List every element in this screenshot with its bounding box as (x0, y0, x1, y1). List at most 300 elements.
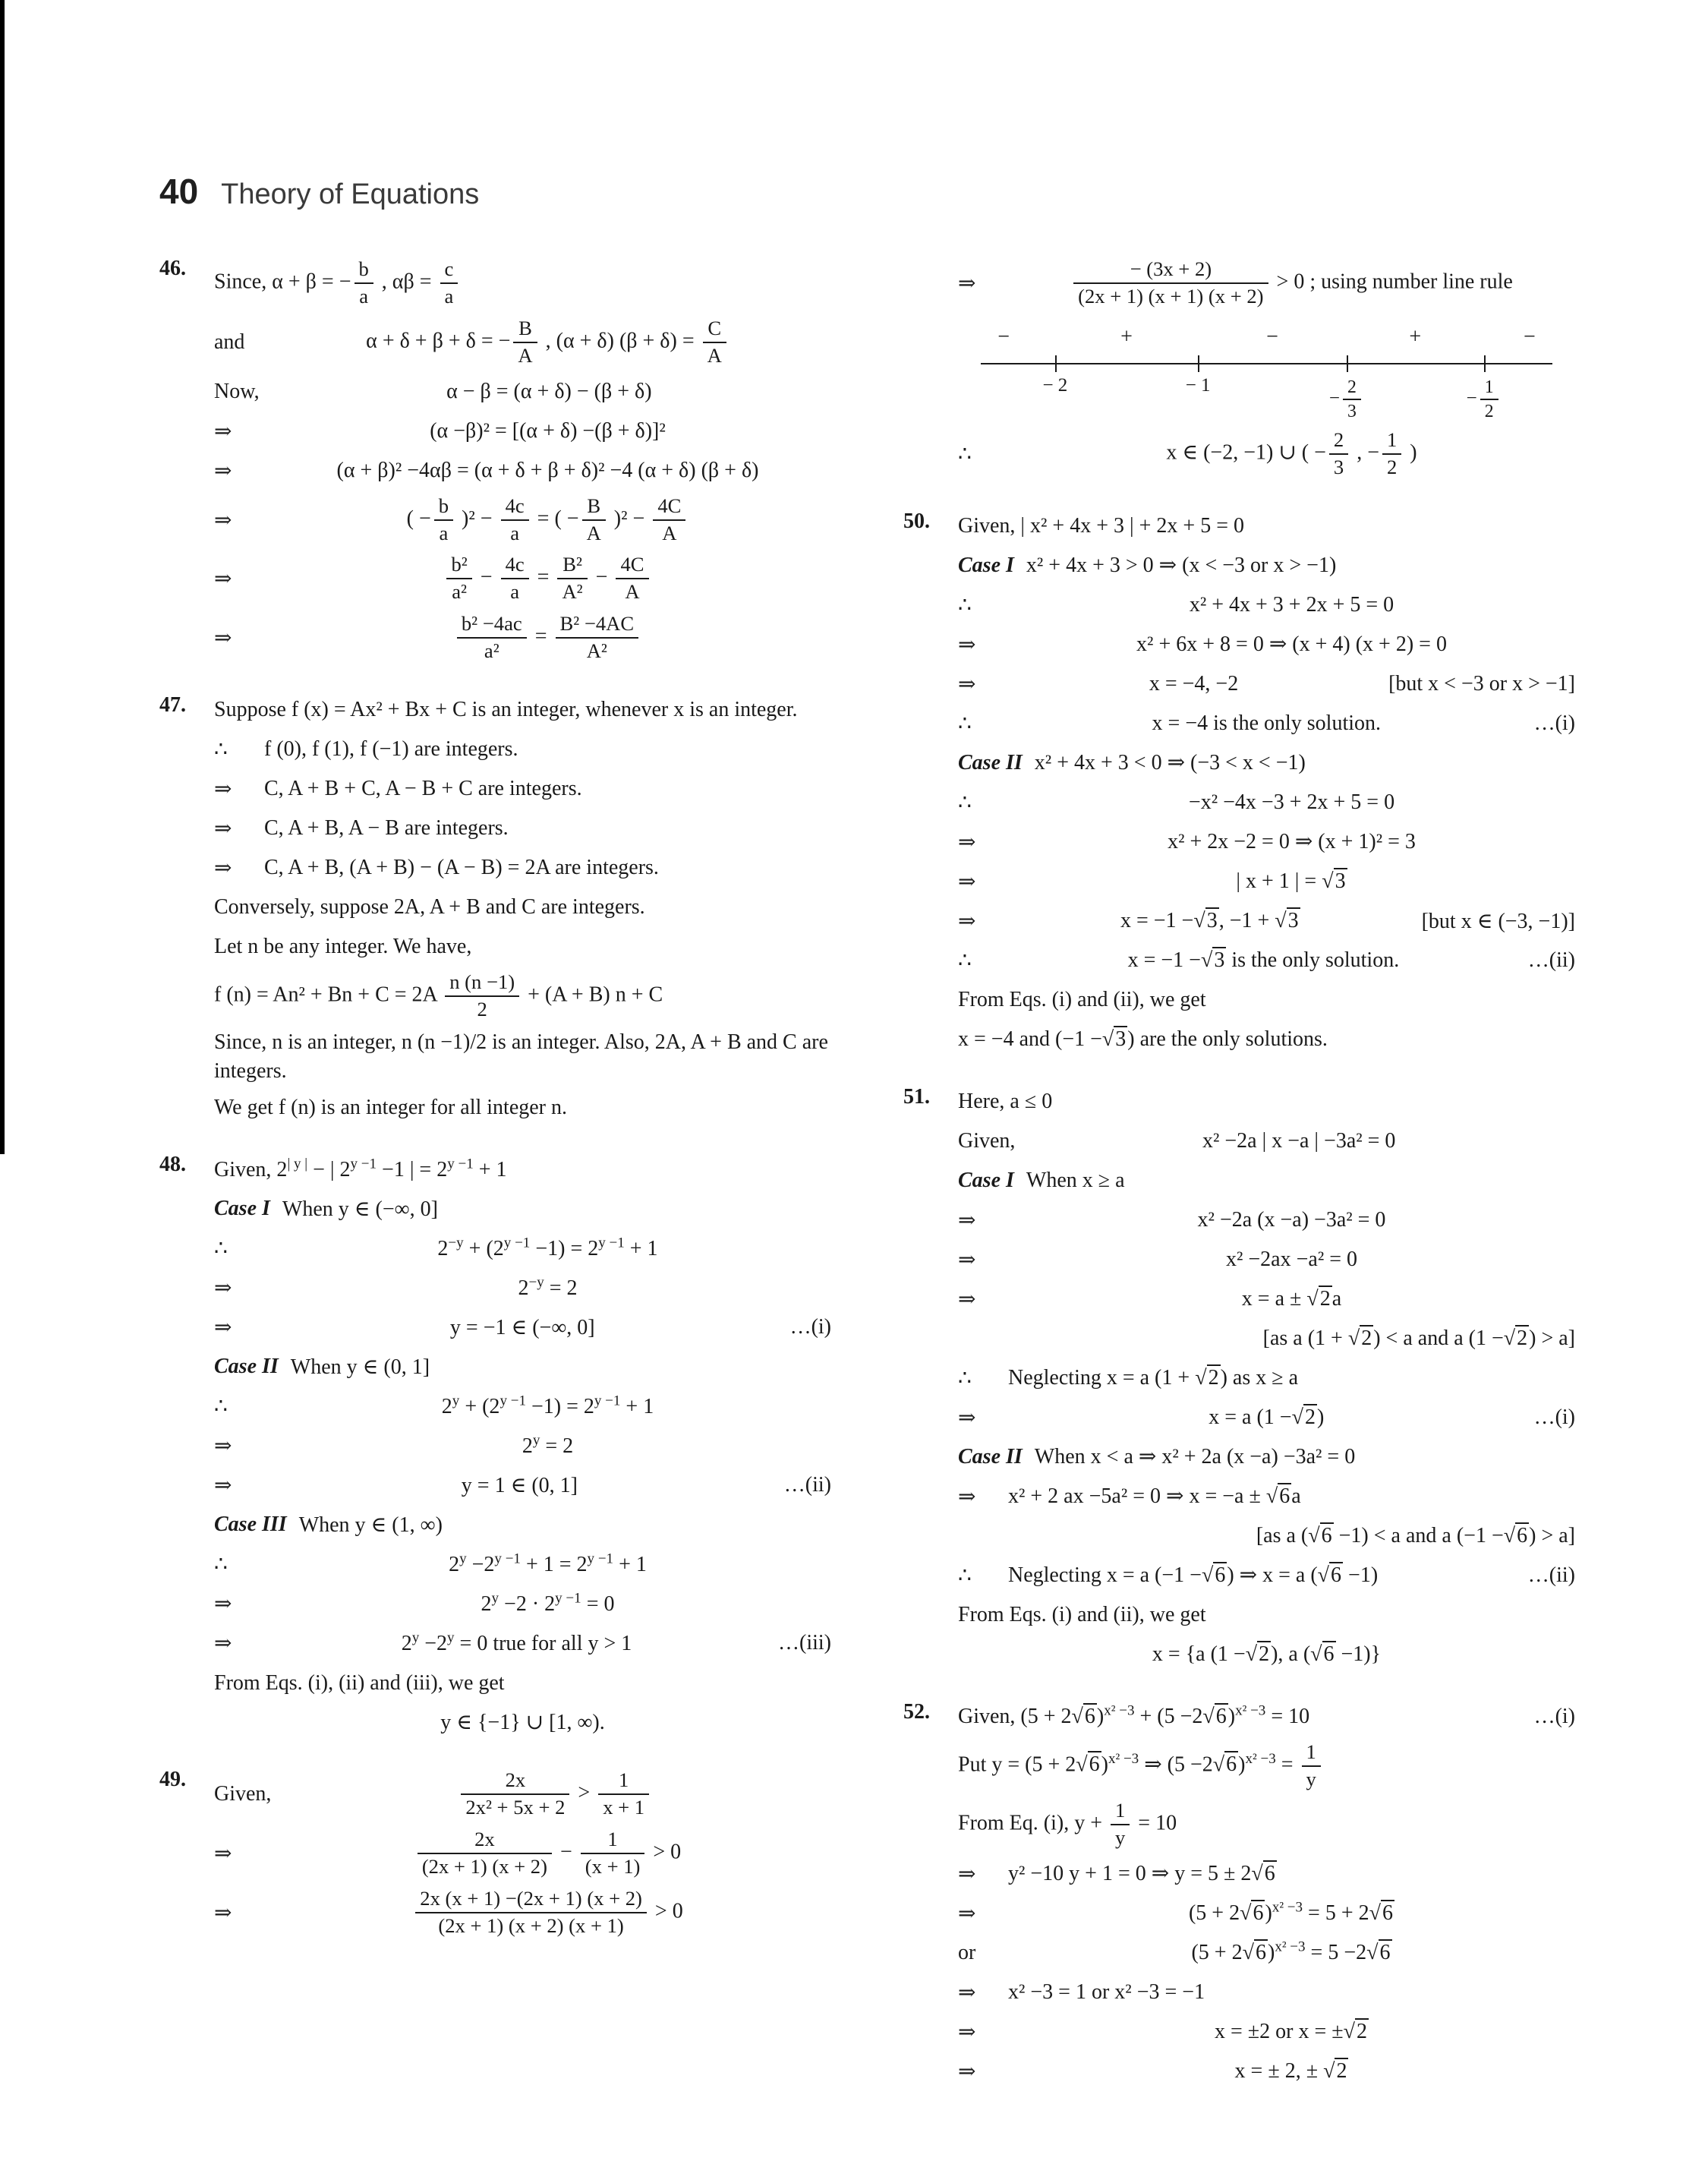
case-label: Case I (958, 553, 1014, 577)
line-note: …(ii) (1527, 948, 1575, 972)
line-text: x² + 4x + 3 > 0 ⇒ (x < −3 or x > −1) (1026, 553, 1337, 577)
solution-line (958, 1635, 1575, 1674)
line-marker: ⇒ (958, 2060, 976, 2084)
numberline-sign: + (1120, 324, 1133, 349)
solution-line (958, 1854, 1575, 1894)
line-text: x² −2a | x −a | −3a² = 0 (1202, 1128, 1396, 1153)
fraction: $\frac{\text{B² −4AC}}{\text{A²}}$ (556, 612, 639, 664)
sqrt: √6 (1310, 1642, 1335, 1666)
problem-46 (159, 254, 831, 667)
line-marker: ⇒ (958, 633, 976, 657)
line-text: y = 1 ∈ (0, 1] (461, 1473, 578, 1497)
problem-body (214, 1150, 831, 1742)
line-text: Given, $(5 + 2√6)^{x^2 -3} + (5 -2√6)^{x^2 -3} = 10$ (958, 1702, 1310, 1728)
line-marker: ⇒ (214, 419, 232, 443)
solution-line (214, 809, 831, 848)
fraction: $\frac{4c}{a}$ (501, 494, 529, 546)
line-marker: ⇒ (958, 1208, 976, 1232)
line-text: x = ±2 or x = ±√2 (1214, 2020, 1367, 2044)
line-text: Neglecting x = a (−1 −√6) ⇒ x = a (√6 −1) (1008, 1563, 1379, 1587)
solution-line (214, 1268, 831, 1308)
line-text: y ∈ {−1} ∪ [1, ∞). (440, 1710, 605, 1734)
solution-line (958, 1697, 1575, 1737)
solution-line (214, 1505, 831, 1544)
solution-line (958, 1319, 1575, 1358)
sqrt: √2 (1323, 2059, 1347, 2084)
solution-line (214, 1189, 831, 1229)
line-text: f (0), f (1), f (−1) are integers. (264, 737, 518, 762)
line-marker: ∴ (958, 442, 972, 466)
page-number: 40 (159, 172, 199, 211)
line-note: …(ii) (783, 1473, 831, 1497)
line-text: We get f (n) is an integer for all integer n. (214, 1095, 568, 1119)
line-marker: ⇒ (958, 869, 976, 894)
numberline-sign: − (1266, 324, 1278, 349)
solution-line (958, 1398, 1575, 1437)
solution-line (214, 1465, 831, 1505)
case-label: Case II (214, 1355, 279, 1379)
line-text: Put $y = (5 + 2√6)^{x^2 -3}$ ⇒ $(5 -2√6)^{x^2 -3}$ = $\frac{1}{y}$ (958, 1739, 1575, 1793)
line-marker: ⇒ (214, 1592, 232, 1617)
line-text: x = −4 and (−1 −√3) are the only solutions. (958, 1027, 1328, 1051)
line-text: y² −10 y + 1 = 0 ⇒ y = 5 ± 2√6 (1008, 1862, 1275, 1886)
solution-line (214, 1026, 831, 1088)
solution-line (958, 1595, 1575, 1635)
line-text: α − β = (α + δ) − (β + δ) (446, 379, 652, 403)
solution-line (958, 1933, 1575, 1973)
sqrt: √6 (1265, 1484, 1290, 1508)
solution-line (958, 1358, 1575, 1398)
solution-line (214, 730, 831, 769)
line-marker: ⇒ (214, 459, 232, 483)
line-marker: ⇒ (958, 1405, 976, 1430)
solution-line (958, 1161, 1575, 1200)
sqrt: √6 (1317, 1563, 1342, 1587)
fraction: $\frac{2}{3}$ (1343, 377, 1361, 423)
solution-line (214, 313, 831, 372)
line-marker: ∴ (958, 711, 972, 736)
problem-47 (159, 690, 831, 1127)
problem-48 (159, 1150, 831, 1742)
line-text: When x ≥ a (1026, 1168, 1125, 1192)
fraction: $\frac{n (n -1)}{2}$ (445, 970, 519, 1022)
fraction: $\frac{B}{A}$ (513, 317, 537, 368)
solution-line (214, 1229, 831, 1268)
solution-line (214, 1883, 831, 1942)
line-text: C, A + B, (A + B) − (A − B) = 2A are integers. (264, 856, 659, 880)
sqrt: √6 (1212, 1752, 1237, 1776)
sqrt: √6 (1503, 1523, 1528, 1547)
fraction: $\frac{4c}{a}$ (501, 553, 529, 604)
fraction: $\frac{c}{a}$ (440, 257, 459, 309)
solution-line (214, 1150, 831, 1189)
fraction: $\frac{\text{b²}}{\text{a²}}$ (446, 553, 471, 604)
solution-line (214, 1824, 831, 1883)
problem-body (214, 1765, 831, 1942)
line-text: When y ∈ (−∞, 0] (282, 1197, 438, 1221)
sqrt: √3 (1275, 908, 1299, 932)
line-text: Since, α + β = − $\frac{b}{a}$ , αβ = $\frac{c}{a}$ (214, 256, 831, 311)
solution-line (958, 1737, 1575, 1796)
sqrt: √3 (1200, 948, 1225, 972)
line-text: $\frac{2x}{\text{2x² + 5x + 2}}$ > $\frac{1}{x + 1}$ (279, 1767, 831, 1822)
line-text: $\frac{- (3x + 2)}{(2x + 1) (x + 1) (x + 2)}$ > 0 ; using number line rule (1008, 256, 1575, 311)
line-marker: ⇒ (214, 1276, 232, 1301)
sqrt: √6 (1201, 1563, 1226, 1587)
problem-body (214, 690, 831, 1127)
line-text: From Eqs. (i) and (ii), we get (958, 1602, 1206, 1626)
column-left (159, 254, 831, 1965)
problem-number: 47. (159, 693, 186, 718)
fraction: $\frac{2x (x + 1) -(2x + 1) (x + 2)}{(2x + 1) (x + 2) (x + 1)}$ (415, 1887, 647, 1939)
line-text: x = −4 is the only solution. (1152, 711, 1382, 735)
line-text: $2^{-y} = 2$ (518, 1274, 578, 1300)
line-note: …(iii) (778, 1631, 831, 1655)
line-text: x = a ± √2a (1241, 1286, 1342, 1311)
problem-body (214, 254, 831, 667)
line-marker: ⇒ (958, 909, 976, 933)
solution-line (214, 608, 831, 667)
solution-line (958, 424, 1575, 484)
line-text: C, A + B, A − B are integers. (264, 816, 509, 841)
line-text: Suppose f (x) = Ax² + Bx + C is an integer, whenever x is an integer. (214, 698, 798, 722)
solution-line (214, 491, 831, 550)
solution-line (958, 1556, 1575, 1595)
solution-line (958, 1240, 1575, 1279)
line-note: [but x < −3 or x > −1] (1388, 671, 1575, 696)
content-columns (159, 254, 1579, 2114)
line-text: x = −1 −√3 is the only solution. (1127, 948, 1400, 972)
problem-number: 50. (903, 509, 930, 533)
line-marker: and (214, 330, 245, 354)
line-text: Neglecting x = a (1 + √2) as x ≥ a (1008, 1365, 1299, 1390)
line-text: Conversely, suppose 2A, A + B and C are integers. (214, 895, 645, 920)
problem-number: 49. (159, 1768, 186, 1792)
solution-line (958, 1082, 1575, 1121)
fraction: $\frac{2}{3}$ (1329, 428, 1348, 480)
line-text: x² −2a (x −a) −3a² = 0 (1197, 1207, 1386, 1232)
solution-line (214, 254, 831, 313)
line-marker: ⇒ (214, 1632, 232, 1656)
fraction: $\frac{1}{2}$ (1382, 428, 1401, 480)
solution-line (214, 769, 831, 809)
solution-line (958, 2052, 1575, 2091)
solution-line (214, 1765, 831, 1824)
fraction: $\frac{b}{a}$ (355, 257, 373, 309)
numberline-label: − $\frac{1}{2}$ (1467, 375, 1502, 424)
solution-line (214, 1623, 831, 1663)
case-label: Case II (958, 1444, 1023, 1468)
sqrt: √3 (1101, 1027, 1127, 1051)
line-marker: ⇒ (214, 778, 232, 802)
solution-line (214, 967, 831, 1026)
line-marker: ⇒ (958, 1248, 976, 1272)
line-text: (α + β)² −4αβ = (α + δ + β + δ)² −4 (α + δ) (β + δ) (336, 458, 759, 482)
line-text: $\frac{2x}{(2x + 1) (x + 2)}$ − $\frac{1}{(x + 1)}$ > 0 (264, 1826, 831, 1881)
numberline-label: − 2 (1042, 374, 1068, 396)
problem-51 (903, 1082, 1575, 1674)
line-text: [as a (1 + √2) < a and a (1 −√2) > a] (1262, 1326, 1575, 1350)
line-marker: ⇒ (214, 856, 232, 881)
sqrt: √6 (1202, 1704, 1227, 1728)
solution-line (958, 506, 1575, 546)
fraction: $\frac{1}{y}$ (1302, 1740, 1321, 1792)
sqrt: √2 (1291, 1405, 1316, 1429)
solution-line (214, 888, 831, 927)
solution-line (958, 1279, 1575, 1319)
line-marker: ⇒ (214, 626, 232, 651)
line-text: y = −1 ∈ (−∞, 0] (449, 1315, 595, 1339)
line-text: α + δ + β + δ = − $\frac{B}{A}$ , (α + δ) (β + δ) = $\frac{C}{A}$ (264, 315, 831, 370)
line-marker: ⇒ (958, 271, 976, 295)
line-text: −x² −4x −3 + 2x + 5 = 0 (1188, 790, 1395, 814)
line-marker: ⇒ (958, 1287, 976, 1311)
line-marker: ∴ (958, 1563, 972, 1588)
line-text: From Eq. (i), y + $\frac{1}{y}$ = 10 (958, 1799, 1177, 1850)
line-text: ( − $\frac{b}{a}$ )² − $\frac{4c}{a}$ = ( − $\frac{B}{A}$ )² − $\frac{4C}{A}$ (264, 493, 831, 547)
line-marker: Given, (958, 1128, 1016, 1153)
sqrt: √3 (1193, 908, 1218, 932)
line-marker: Given, (214, 1782, 272, 1806)
sqrt: √2 (1503, 1326, 1528, 1350)
page-edge-artifact (0, 0, 5, 1154)
numberline-sign: − (1523, 324, 1536, 349)
line-text: $2^y + (2^{y -1} -1) = 2^{y -1} + 1$ (441, 1393, 654, 1418)
line-marker: ⇒ (958, 1863, 976, 1887)
number-line-figure (981, 319, 1552, 422)
line-text: $\frac{\text{b²}}{\text{a²}}$ − $\frac{4c}{a}$ = $\frac{\text{B²}}{\text{A²}}$ − $\frac{4C}{A}$ (264, 551, 831, 606)
line-marker: ⇒ (214, 567, 232, 591)
sqrt: √2 (1245, 1642, 1270, 1666)
line-marker: ⇒ (214, 508, 232, 532)
line-text: When x < a ⇒ x² + 2a (x −a) −3a² = 0 (1034, 1444, 1356, 1468)
line-note: …(i) (789, 1315, 831, 1339)
numberline-axis (981, 363, 1552, 364)
solution-line (214, 372, 831, 412)
line-text: x = a (1 −√2) (1209, 1405, 1325, 1429)
line-text: x = ± 2, ± √2 (1234, 2059, 1347, 2084)
line-note: …(ii) (1527, 1563, 1575, 1587)
problem-number: 46. (159, 257, 186, 280)
problem-number (903, 254, 958, 484)
solution-line (958, 704, 1575, 743)
solution-line (214, 1663, 831, 1702)
problem-body (958, 1697, 1575, 2092)
solution-line (958, 1516, 1575, 1556)
sqrt: √2 (1347, 1326, 1372, 1350)
solution-line (958, 254, 1575, 313)
solution-line (958, 941, 1575, 980)
page-header (159, 171, 1579, 212)
line-text: Given, $2^{| y |}$ − | $2^{y -1} -1$ | = $2^{y -1} + 1$ (214, 1156, 507, 1181)
line-text: $2^{-y} + (2^{y -1} -1) = 2^{y -1} + 1$ (437, 1235, 658, 1260)
solution-line (958, 1200, 1575, 1240)
line-note: …(i) (1533, 1704, 1575, 1728)
page-title: Theory of Equations (221, 178, 480, 210)
fraction: $\frac{B}{A}$ (582, 494, 606, 546)
solution-line (214, 1347, 831, 1386)
solution-line (958, 2012, 1575, 2052)
problem-continuation (903, 254, 1575, 484)
solution-line (958, 862, 1575, 901)
solution-line (958, 585, 1575, 625)
solution-line (214, 690, 831, 730)
line-marker: ⇒ (958, 2021, 976, 2045)
solution-line (958, 546, 1575, 585)
sqrt: √2 (1306, 1286, 1331, 1311)
line-text: x = {a (1 −√2), a (√6 −1)} (1152, 1642, 1382, 1666)
line-text: From Eqs. (i) and (ii), we get (958, 987, 1206, 1011)
solution-line (958, 625, 1575, 664)
solution-line (214, 1702, 831, 1742)
line-text: x² −3 = 1 or x² −3 = −1 (1008, 1980, 1205, 2005)
line-text: C, A + B + C, A − B + C are integers. (264, 777, 582, 801)
line-marker: ⇒ (214, 1901, 232, 1925)
solution-line (214, 451, 831, 491)
line-text: (α −β)² = [(α + δ) −(β + δ)]² (430, 418, 666, 443)
problem-50 (903, 506, 1575, 1059)
problem-number: 51. (903, 1084, 930, 1109)
fraction: $\frac{1}{(x + 1)}$ (581, 1828, 645, 1879)
case-label: Case II (958, 750, 1023, 774)
fraction: $\frac{2x}{(2x + 1) (x + 2)}$ (418, 1828, 552, 1879)
line-text: x ∈ (−2, −1) ∪ ( − $\frac{2}{3}$ , − $\frac{1}{2}$ ) (1166, 427, 1417, 478)
line-marker: ⇒ (958, 1484, 976, 1509)
line-marker: ∴ (214, 1553, 228, 1577)
problem-49 (159, 1765, 831, 1942)
line-marker: ∴ (958, 790, 972, 815)
line-text: $2^y -2 \cdot 2^{y -1} = 0$ (481, 1590, 615, 1616)
line-text: $2^y -2^y = 0$ true for all y > 1 (401, 1629, 632, 1655)
line-text: x² −2ax −a² = 0 (1225, 1247, 1358, 1271)
fraction: $\frac{\text{B²}}{\text{A²}}$ (557, 553, 587, 604)
fraction: $\frac{1}{x + 1}$ (598, 1768, 649, 1820)
line-marker: ∴ (958, 948, 972, 973)
sqrt: √6 (1308, 1523, 1332, 1547)
solution-line (958, 1894, 1575, 1933)
sqrt: √6 (1240, 1901, 1264, 1926)
solution-line (214, 549, 831, 608)
line-marker: ⇒ (214, 1842, 232, 1866)
line-marker: ⇒ (214, 817, 232, 841)
numberline-label: − $\frac{2}{3}$ (1329, 375, 1364, 424)
solution-line (958, 980, 1575, 1020)
sqrt: √6 (1251, 1862, 1275, 1886)
numberline-label: − 1 (1185, 374, 1211, 396)
line-text: When y ∈ (1, ∞) (298, 1513, 443, 1537)
case-label: Case I (214, 1197, 270, 1221)
case-label: Case III (214, 1513, 287, 1537)
solution-line (958, 1020, 1575, 1059)
fraction: $\frac{\text{b² −4ac}}{\text{a²}}$ (457, 612, 527, 664)
solution-line (958, 783, 1575, 822)
solution-line (214, 1308, 831, 1347)
sqrt: √6 (1366, 1941, 1391, 1965)
solution-line (214, 1087, 831, 1127)
line-marker: Now, (214, 379, 260, 403)
solution-line (214, 1386, 831, 1426)
line-text: x² + 6x + 8 = 0 ⇒ (x + 4) (x + 2) = 0 (1136, 632, 1447, 656)
line-note: [but x ∈ (−3, −1)] (1421, 909, 1575, 933)
problem-body (958, 506, 1575, 1059)
problem-number: 52. (903, 1699, 930, 1724)
problem-52 (903, 1697, 1575, 2092)
line-note: …(i) (1533, 711, 1575, 735)
solution-line (958, 1437, 1575, 1477)
line-marker: ⇒ (958, 672, 976, 696)
line-marker: ∴ (958, 593, 972, 617)
line-text: | x + 1 | = √3 (1236, 869, 1346, 893)
solution-line (214, 1426, 831, 1465)
line-text: Let n be any integer. We have, (214, 935, 472, 959)
line-text: x² + 2 ax −5a² = 0 ⇒ x = −a ± √6a (1008, 1484, 1301, 1508)
solution-line (958, 1795, 1575, 1854)
line-note: …(i) (1533, 1405, 1575, 1429)
solution-line (958, 822, 1575, 862)
case-label: Case I (958, 1168, 1014, 1192)
sqrt: √3 (1322, 869, 1346, 893)
line-marker: ⇒ (214, 1316, 232, 1340)
line-text: x = −1 −√3, −1 + √3 (1120, 908, 1299, 932)
line-marker: ⇒ (958, 830, 976, 854)
solution-line (214, 1544, 831, 1584)
solution-line (958, 1477, 1575, 1516)
fraction: $\frac{b}{a}$ (434, 494, 453, 546)
fraction: $\frac{4C}{A}$ (616, 553, 648, 604)
problem-body (958, 254, 1575, 484)
line-text: $2^y -2^{y -1} + 1 = 2^{y -1} + 1$ (449, 1550, 647, 1576)
line-text: $(5 + 2√6)^{x^2 -3} = 5 + 2√6$ (1188, 1900, 1394, 1926)
solution-line (958, 664, 1575, 704)
fraction: $\frac{C}{A}$ (703, 317, 726, 368)
fraction: $\frac{2x}{\text{2x² + 5x + 2}}$ (461, 1768, 569, 1820)
problem-body (958, 1082, 1575, 1674)
line-marker: ⇒ (214, 1474, 232, 1498)
line-marker: ∴ (214, 738, 228, 762)
line-text: Since, n is an integer, n (n −1)/2 is an integer. Also, 2A, A + B and C are integers. (214, 1030, 828, 1083)
numberline-sign: + (1409, 324, 1422, 349)
solution-line (958, 743, 1575, 783)
line-marker: ⇒ (214, 1434, 232, 1459)
problem-number: 48. (159, 1153, 186, 1177)
solution-line (214, 848, 831, 888)
column-right (903, 254, 1575, 2114)
sqrt: √2 (1343, 2020, 1367, 2044)
line-marker: ⇒ (958, 1902, 976, 1926)
fraction: $\frac{1}{y}$ (1111, 1799, 1130, 1850)
sqrt: √6 (1071, 1704, 1095, 1728)
line-marker: ⇒ (958, 1981, 976, 2005)
fraction: $\frac{1}{2}$ (1480, 377, 1498, 423)
line-text: x² + 4x + 3 < 0 ⇒ (−3 < x < −1) (1034, 750, 1306, 774)
solution-line (214, 412, 831, 451)
line-marker: ∴ (958, 1366, 972, 1390)
line-text: From Eqs. (i), (ii) and (iii), we get (214, 1670, 505, 1695)
line-marker: ∴ (214, 1395, 228, 1419)
line-text: x = −4, −2 (1149, 671, 1239, 696)
line-text: x² + 2x −2 = 0 ⇒ (x + 1)² = 3 (1168, 829, 1416, 853)
numberline-sign: − (997, 324, 1010, 349)
line-text: $\frac{2x (x + 1) -(2x + 1) (x + 2)}{(2x + 1) (x + 2) (x + 1)}$ > 0 (264, 1885, 831, 1940)
line-text: $\frac{\text{b² −4ac}}{\text{a²}}$ = $\frac{\text{B² −4AC}}{\text{A²}}$ (264, 610, 831, 665)
solution-line (958, 901, 1575, 941)
line-text: $2^y = 2$ (522, 1432, 574, 1458)
solution-line (958, 1121, 1575, 1161)
line-text: [as a (√6 −1) < a and a (−1 −√6) > a] (1256, 1523, 1575, 1547)
solution-line (958, 1973, 1575, 2012)
sqrt: √6 (1076, 1752, 1100, 1776)
fraction: $\frac{- (3x + 2)}{(2x + 1) (x + 1) (x + 2)}$ (1073, 257, 1268, 309)
